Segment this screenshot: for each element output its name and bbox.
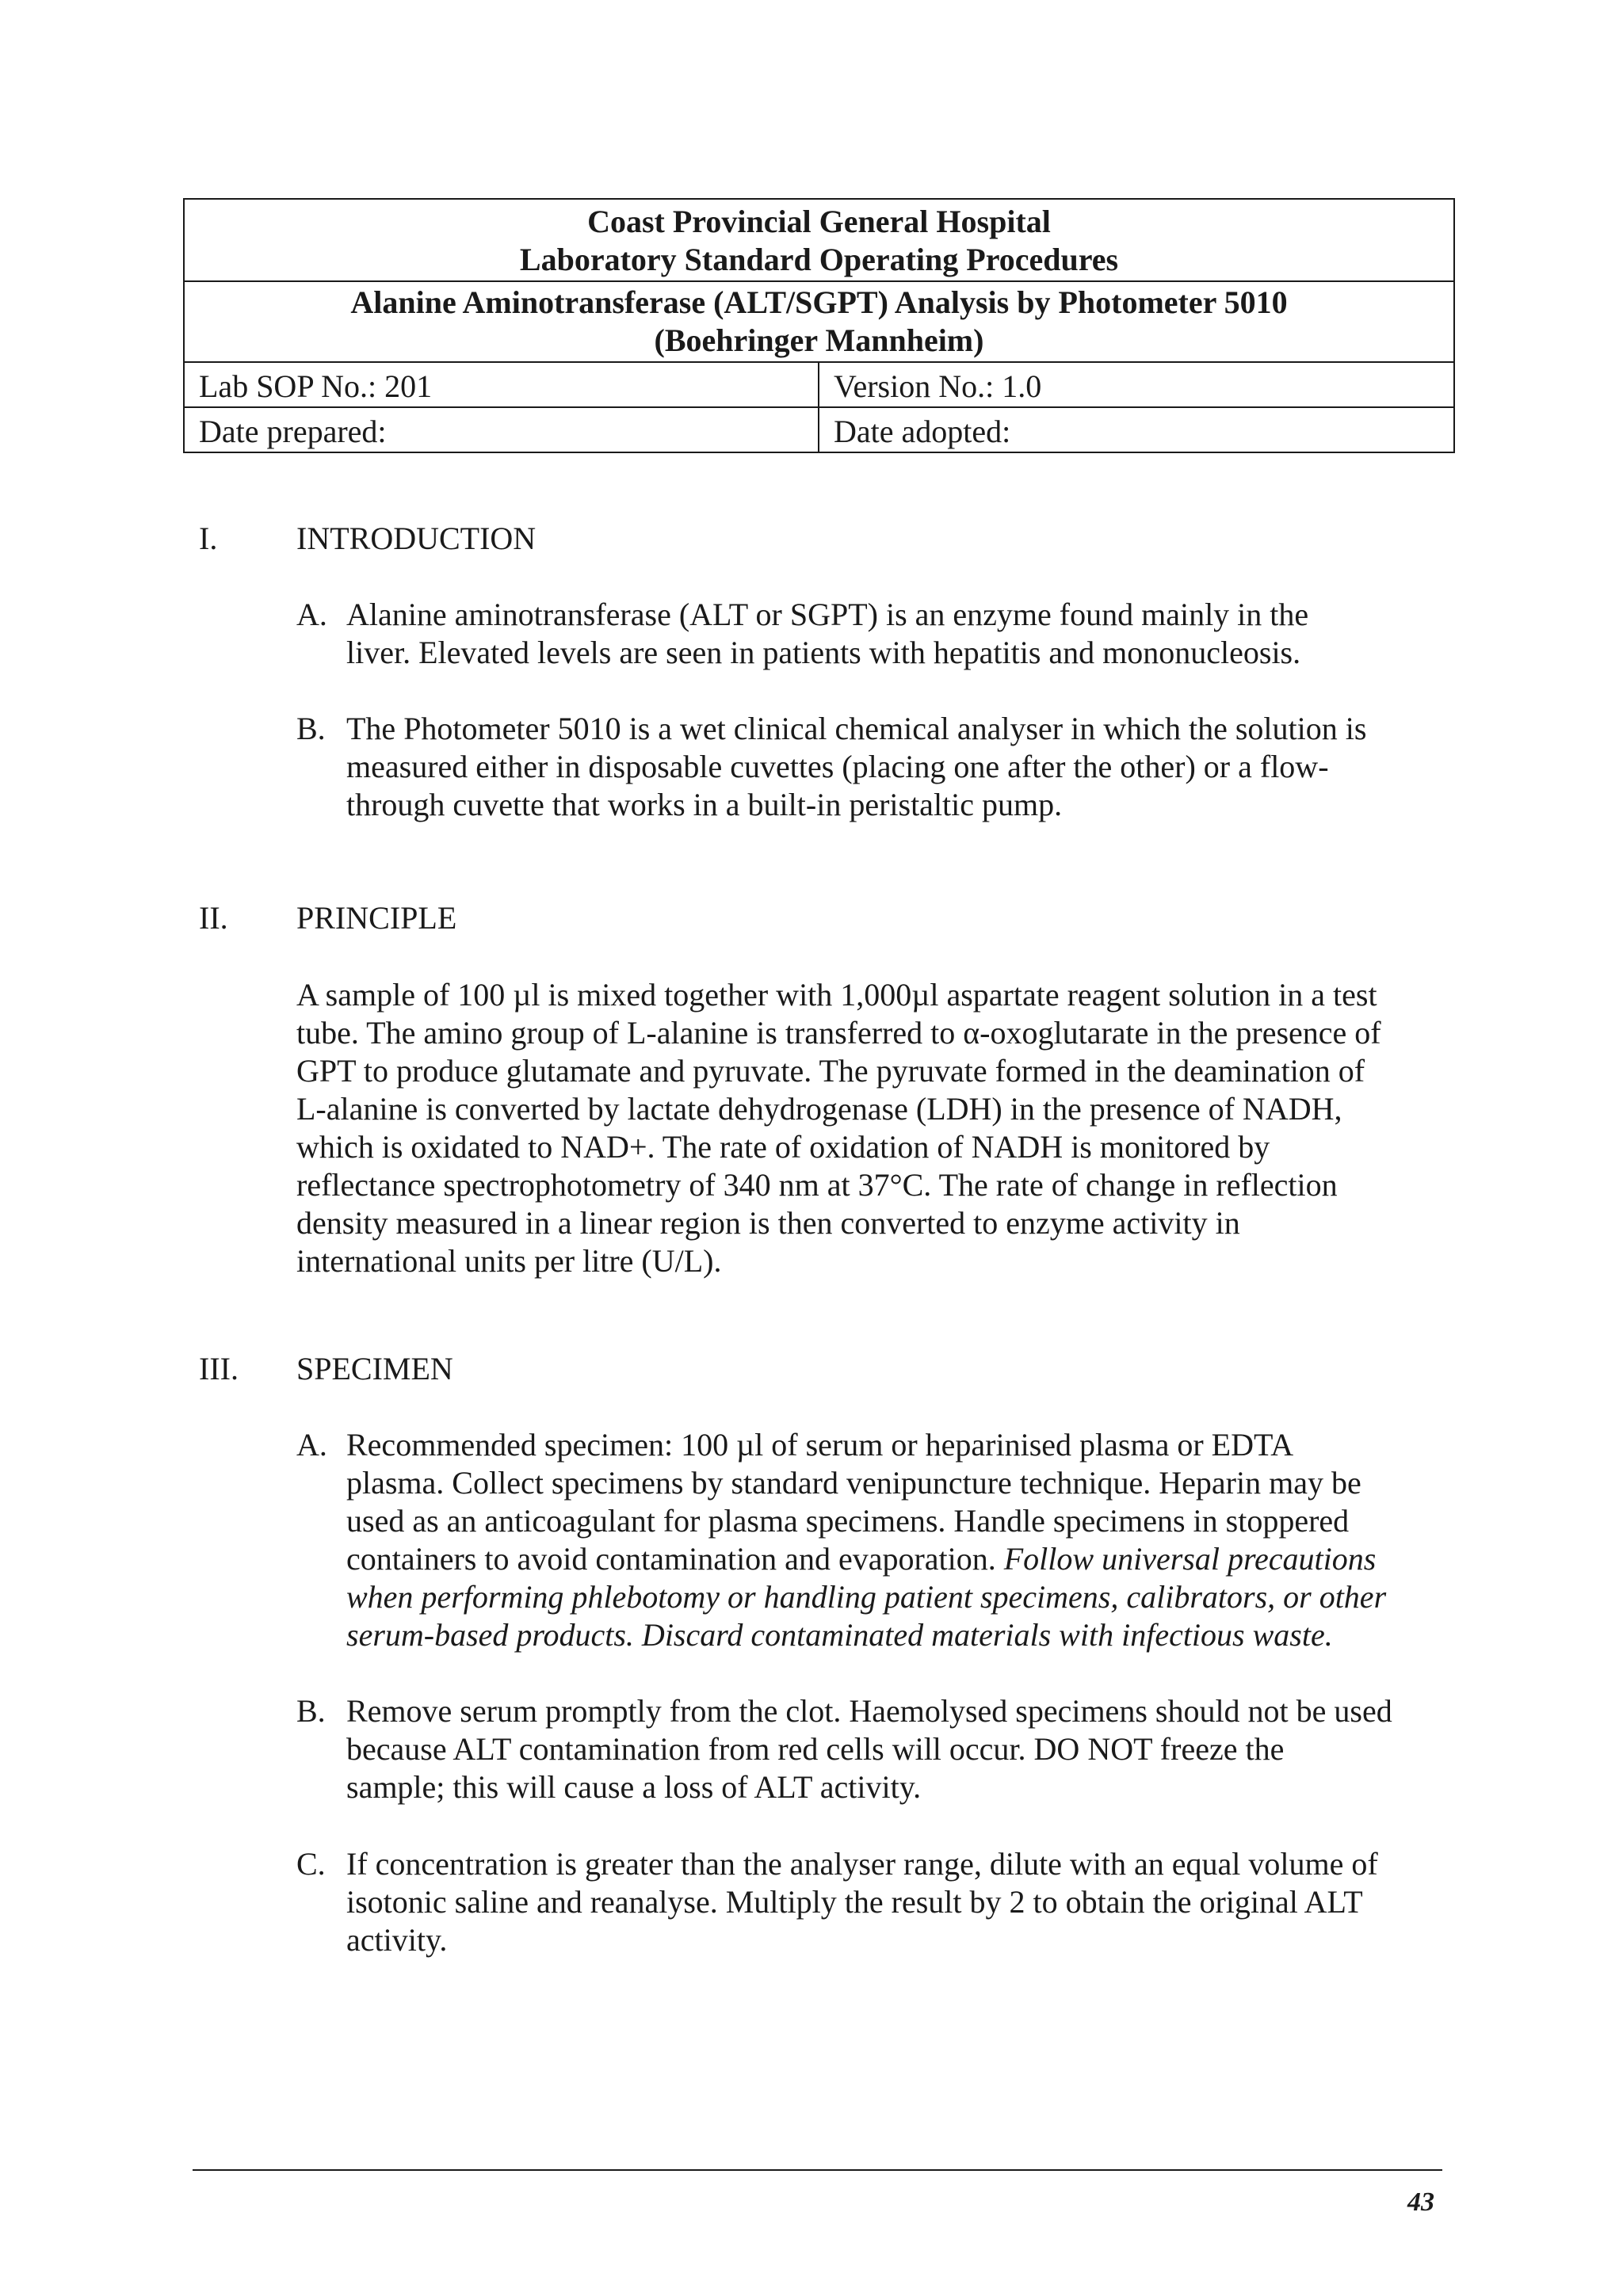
text-line: The Photometer 5010 is a wet clinical chemical analyser in which the solution is	[346, 711, 1367, 746]
procedure-title-cell	[184, 281, 1454, 362]
section-numeral: I.	[199, 521, 218, 556]
italic-text-line: serum-based products. Discard contaminated materials with infectious waste.	[346, 1617, 1333, 1653]
item-letter: B.	[296, 1693, 326, 1729]
item-text	[346, 1845, 1456, 1959]
text-line: GPT to produce glutamate and pyruvate. The pyruvate formed in the deamination of	[296, 1053, 1365, 1089]
text-line	[346, 1540, 1456, 1578]
header-sop-row	[184, 362, 1454, 407]
text-line: liver. Elevated levels are seen in patients with hepatitis and mononucleosis.	[346, 635, 1301, 670]
text-line: Alanine aminotransferase (ALT or SGPT) is an enzyme found mainly in the	[346, 597, 1309, 632]
section-numeral: II.	[199, 900, 228, 936]
hospital-name: Coast Provincial General Hospital	[587, 204, 1051, 239]
item-text	[346, 710, 1456, 824]
text-line: which is oxidated to NAD+. The rate of oxidation of NADH is monitored by	[296, 1129, 1270, 1165]
text-line: through cuvette that works in a built-in peristaltic pump.	[346, 787, 1063, 822]
item-letter: A.	[296, 597, 327, 632]
item-text	[346, 596, 1456, 672]
item-letter: A.	[296, 1427, 327, 1463]
text-line: L-alanine is converted by lactate dehydrogenase (LDH) in the presence of NADH,	[296, 1091, 1342, 1127]
date-adopted-cell: Date adopted:	[819, 407, 1454, 452]
text-line: because ALT contamination from red cells will occur. DO NOT freeze the	[346, 1731, 1285, 1767]
text-line: A sample of 100 µl is mixed together with 1,000µl aspartate reagent solution in a test	[296, 977, 1377, 1013]
text-line: activity.	[346, 1922, 448, 1958]
item-letter: B.	[296, 711, 326, 746]
date-prepared-cell: Date prepared:	[184, 407, 819, 452]
footer-divider	[193, 2169, 1442, 2171]
department-name: Laboratory Standard Operating Procedures	[519, 242, 1119, 277]
text-line: sample; this will cause a loss of ALT activity.	[346, 1769, 922, 1805]
section-title: INTRODUCTION	[296, 521, 537, 556]
sop-number-cell: Lab SOP No.: 201	[184, 362, 819, 407]
procedure-subtitle: (Boehringer Mannheim)	[654, 322, 984, 358]
procedure-title: Alanine Aminotransferase (ALT/SGPT) Analysis by Photometer 5010	[350, 284, 1288, 320]
italic-text-run: Follow universal precautions	[1003, 1541, 1377, 1577]
text-run: containers to avoid contamination and evaporation.	[346, 1541, 1004, 1577]
text-line: international units per litre (U/L).	[296, 1243, 722, 1279]
version-number-cell: Version No.: 1.0	[819, 362, 1454, 407]
header-date-row	[184, 407, 1454, 452]
header-procedure-row	[184, 281, 1454, 362]
section-title: PRINCIPLE	[296, 900, 457, 936]
page-number: 43	[1407, 2187, 1434, 2217]
text-line: plasma. Collect specimens by standard venipuncture technique. Heparin may be	[346, 1465, 1361, 1501]
text-line: used as an anticoagulant for plasma specimens. Handle specimens in stoppered	[346, 1503, 1350, 1539]
section-numeral: III.	[199, 1351, 239, 1386]
text-line: tube. The amino group of L-alanine is transferred to α-oxoglutarate in the presence of	[296, 1015, 1381, 1051]
text-line: If concentration is greater than the analyser range, dilute with an equal volume of	[346, 1846, 1378, 1882]
text-line: isotonic saline and reanalyse. Multiply the result by 2 to obtain the original ALT	[346, 1884, 1363, 1920]
sop-header-table	[183, 198, 1455, 453]
item-text	[346, 1426, 1456, 1654]
text-line: Recommended specimen: 100 µl of serum or heparinised plasma or EDTA	[346, 1427, 1294, 1463]
header-title-cell	[184, 199, 1454, 281]
principle-paragraph	[296, 976, 1453, 1280]
item-text	[346, 1692, 1456, 1806]
text-line: reflectance spectrophotometry of 340 nm at 37°C. The rate of change in reflection	[296, 1167, 1338, 1203]
item-letter: C.	[296, 1846, 326, 1882]
text-line: density measured in a linear region is then converted to enzyme activity in	[296, 1205, 1240, 1241]
header-title-row	[184, 199, 1454, 281]
section-title: SPECIMEN	[296, 1351, 453, 1386]
text-line: Remove serum promptly from the clot. Haemolysed specimens should not be used	[346, 1693, 1392, 1729]
italic-text-line: when performing phlebotomy or handling patient specimens, calibrators, or other	[346, 1579, 1387, 1615]
text-line: measured either in disposable cuvettes (placing one after the other) or a flow-	[346, 749, 1329, 784]
